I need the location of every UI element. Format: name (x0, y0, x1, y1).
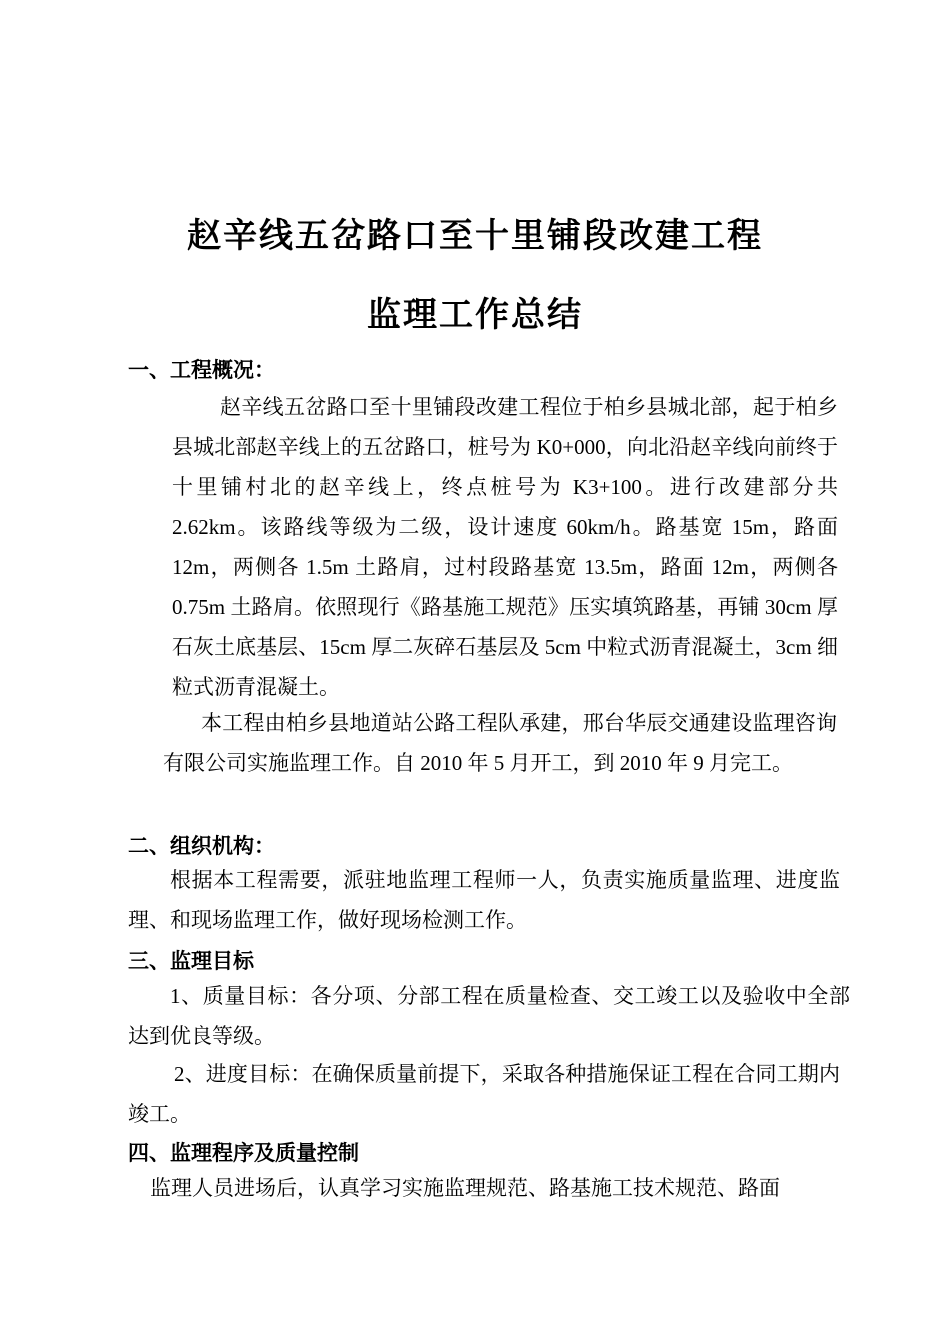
section-heading-organization: 二、组织机构： (128, 834, 275, 858)
section-heading-overview: 一、工程概况： (128, 358, 275, 382)
paragraph-procedure: 监理人员进场后，认真学习实施监理规范、路基施工技术规范、路面 (150, 1176, 780, 1200)
paragraph-project-description: 赵辛线五岔路口至十里铺段改建工程位于柏乡县城北部，起于柏乡县城北部赵辛线上的五岔路口，桩号为 K0+000，向北沿赵辛线向前终于十里铺村北的赵辛线上，终点桩号为 K3+100。进行改建部分共 2.62km。该路线等级为二级，设计速度 60km/h。路基宽 15m，路面 12m，两侧各 1.5m 土路肩，过村段路基宽 13.5m，路面 12m，两侧各 0.75m 土路肩。依照现行《路基施工规范》压实填筑路基，再铺 30cm 厚石灰土底基层、15cm 厚二灰碎石基层及 5cm 中粒式沥青混凝土，3cm 细粒式沥青混凝土。 (172, 395, 838, 699)
section-heading-procedure: 四、监理程序及质量控制 (128, 1141, 359, 1165)
paragraph-schedule-goal: 2、进度目标：在确保质量前提下，采取各种措施保证工程在合同工期内竣工。 (128, 1062, 840, 1126)
paragraph-quality-goal: 1、质量目标：各分项、分部工程在质量检查、交工竣工以及验收中全部达到优良等级。 (128, 984, 850, 1048)
document-title-line-2: 监理工作总结 (367, 295, 583, 335)
paragraph-contractor-info: 本工程由柏乡县地道站公路工程队承建，邢台华辰交通建设监理咨询有限公司实施监理工作。自 2010 年 5 月开工，到 2010 年 9 月完工。 (163, 711, 837, 775)
section-heading-goals: 三、监理目标 (128, 949, 254, 973)
paragraph-organization: 根据本工程需要，派驻地监理工程师一人，负责实施质量监理、进度监理、和现场监理工作，做好现场检测工作。 (128, 868, 840, 932)
document-title-line-1: 赵辛线五岔路口至十里铺段改建工程 (187, 216, 763, 256)
